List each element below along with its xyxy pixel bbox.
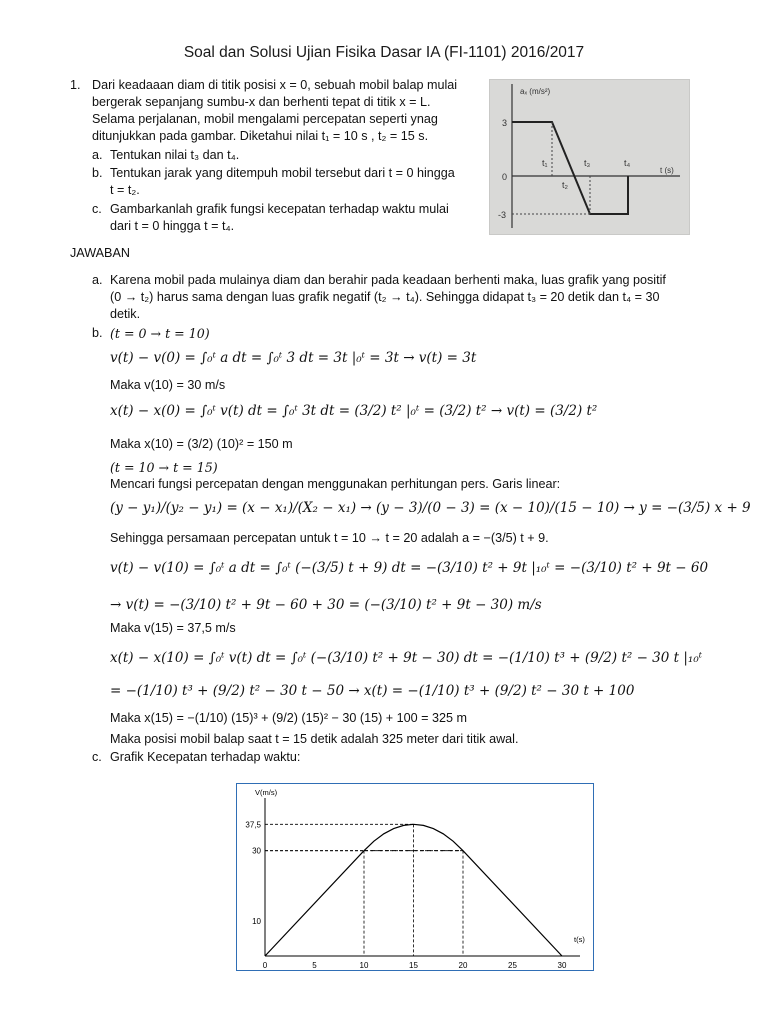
answer-b-line-2: v(t) − v(0) = ∫₀ᵗ a dt = ∫₀ᵗ 3 dt = 3t |₀ᵗ = 3t → v(t) = 3t: [110, 350, 477, 366]
question-item-c-cont: dari t = 0 hingga t = t₄.: [110, 219, 235, 233]
question-item-a: Tentukan nilai t₃ dan t₄.: [110, 148, 240, 162]
x-tick-label: 30: [557, 961, 567, 970]
chart-xlabel: t(s): [574, 935, 585, 944]
question-line-1: Dari keadaaan diam di titik posisi x = 0, sebuah mobil balap mulai: [92, 78, 458, 92]
page-title: Soal dan Solusi Ujian Fisika Dasar IA (FI-1101) 2016/2017: [183, 44, 585, 61]
answer-b-line-4: x(t) − x(0) = ∫₀ᵗ v(t) dt = ∫₀ᵗ 3t dt = (3/2) t² |₀ᵗ = (3/2) t² → v(t) = (3/2) t²: [110, 403, 598, 419]
answer-b-line-3: Maka v(10) = 30 m/s: [110, 378, 226, 392]
y-tick-label: 10: [252, 916, 261, 926]
x-tick-label: 20: [458, 961, 468, 970]
answer-a-label: a.: [92, 273, 103, 287]
answer-b-line-13: x(t) − x(10) = ∫₀ᵗ v(t) dt = ∫₀ᵗ (−(3/10) t² + 9t − 30) dt = −(1/10) t³ + (9/2) t² − 30 t |₁₀ᵗ: [110, 650, 703, 666]
velocity-chart: [237, 784, 593, 970]
accel-label-t2: t₂: [562, 180, 568, 190]
accel-tick-0: 0: [502, 172, 508, 182]
answer-a-line-2: (0 → t₂) harus sama dengan luas grafik negatif (t₂ → t₄). Sehingga didapat t₃ = 20 detik dan t₄ = 30: [110, 290, 660, 304]
answer-b-line-11: → v(t) = −(3/10) t² + 9t − 60 + 30 = (−(3/10) t² + 9t − 30) m/s: [110, 597, 542, 613]
x-tick-label: 0: [262, 961, 268, 970]
x-tick-label: 15: [409, 961, 418, 970]
answer-b-line-8: (y − y₁)/(y₂ − y₁) = (x − x₁)/(X₂ − x₁) → (y − 3)/(0 − 3) = (x − 10)/(15 − 10) → y = −(3/5) x + 9: [110, 500, 751, 516]
answer-b-line-7: Mencari fungsi percepatan dengan menggunakan perhitungan pers. Garis linear:: [110, 477, 561, 491]
answer-b-label: b.: [92, 326, 103, 340]
question-number: 1.: [70, 78, 81, 92]
answer-c-text: Grafik Kecepatan terhadap waktu:: [110, 750, 301, 764]
answer-b-line-15: Maka x(15) = −(1/10) (15)³ + (9/2) (15)² − 30 (15) + 100 = 325 m: [110, 711, 467, 725]
answer-a-line-1: Karena mobil pada mulainya diam dan berahir pada keadaan berhenti maka, luas grafik yang positif: [110, 273, 666, 287]
answer-b-line-5: Maka x(10) = (3/2) (10)² = 150 m: [110, 437, 293, 451]
answer-b-line-16: Maka posisi mobil balap saat t = 15 detik adalah 325 meter dari titik awal.: [110, 732, 519, 746]
acceleration-figure: [489, 79, 690, 235]
question-item-c-label: c.: [92, 202, 102, 216]
answer-a-line-3: detik.: [110, 307, 141, 321]
answer-b-line-12: Maka v(15) = 37,5 m/s: [110, 621, 236, 635]
acceleration-graph: [490, 80, 689, 234]
question-item-b-label: b.: [92, 166, 103, 180]
question-line-3: Selama perjalanan, mobil mengalami percepatan seperti ynag: [92, 112, 438, 126]
answer-b-line-10: v(t) − v(10) = ∫₀ᵗ a dt = ∫₀ᵗ (−(3/5) t + 9) dt = −(3/10) t² + 9t |₁₀ᵗ = −(3/10) t² + 9t − 60: [110, 560, 709, 576]
question-line-4: ditunjukkan pada gambar. Diketahui nilai t₁ = 10 s , t₂ = 15 s.: [92, 129, 429, 143]
accel-xlabel: t (s): [660, 166, 674, 175]
velocity-chart-frame: [236, 783, 594, 971]
question-item-b: Tentukan jarak yang ditempuh mobil tersebut dari t = 0 hingga: [110, 166, 455, 180]
accel-label-t1: t₁: [542, 158, 548, 168]
answer-c-label: c.: [92, 750, 102, 764]
question-item-a-label: a.: [92, 148, 103, 162]
question-item-b-cont: t = t₂.: [110, 183, 140, 197]
accel-tick-3: 3: [502, 118, 508, 128]
answer-b-line-9: Sehingga persamaan percepatan untuk t = 10 → t = 20 adalah a = −(3/5) t + 9.: [110, 531, 549, 545]
x-tick-label: 25: [508, 961, 517, 970]
y-tick-label: 37,5: [245, 820, 261, 830]
accel-label-t3: t₃: [584, 158, 591, 168]
answer-heading: JAWABAN: [70, 246, 130, 260]
answer-b-line-14: = −(1/10) t³ + (9/2) t² − 30 t − 50 → x(t) = −(1/10) t³ + (9/2) t² − 30 t + 100: [110, 683, 635, 699]
x-tick-label: 5: [312, 961, 317, 970]
accel-label-t4: t₄: [624, 158, 631, 168]
accel-tick-neg3: -3: [498, 210, 507, 220]
accel-ylabel: aₓ (m/s²): [520, 87, 551, 96]
answer-b-line-6: (t = 10 → t = 15): [110, 460, 218, 475]
chart-ylabel: V(m/s): [255, 788, 278, 797]
question-item-c: Gambarkanlah grafik fungsi kecepatan terhadap waktu mulai: [110, 202, 449, 216]
y-tick-label: 30: [252, 846, 261, 856]
answer-b-line-1: (t = 0 → t = 10): [110, 326, 210, 341]
x-tick-label: 10: [359, 961, 369, 970]
question-line-2: bergerak sepanjang sumbu-x dan berhenti tepat di titik x = L.: [92, 95, 431, 109]
